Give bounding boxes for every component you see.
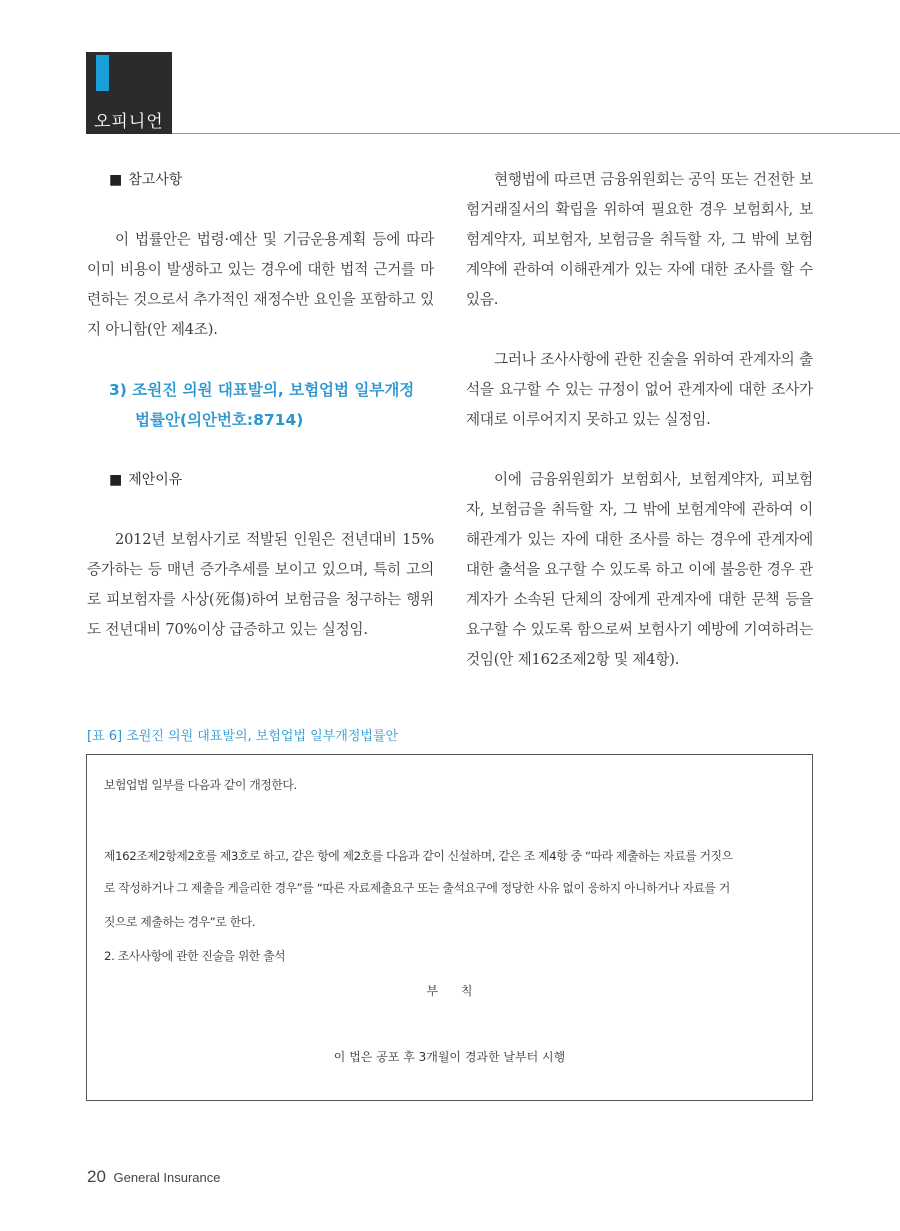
table-caption: [표 6] 조원진 의원 대표발의, 보험업법 일부개정법률안 [87,729,399,744]
section-label: 오피니언 [94,112,164,132]
right-para-3: 이에 금융위원회가 보험회사, 보험계약자, 피보험자, 보험금을 취득할 자, 그 밖에 보험계약에 관하여 이해관계가 있는 자에 대한 조사를 하는 경우에 관계자에 대한 출석을 요구할 수 있도록 하고 이에 불응한 경우 관계자가 소속된 단체의 장에게 관계자에 대한 문책 등을 요구할 수 있도록 함으로써 보험사기 예방에 기여하려는 것임(안 제162조제2항 및 제4항). [466,471,813,668]
bill-line-4: 짓으로 제출하는 경우”로 한다. [104,915,256,929]
reason-body: 2012년 보험사기로 적발된 인원은 전년대비 15% 증가하는 등 매년 증가추세를 보이고 있으며, 특히 고의로 피보험자를 사상(死傷)하여 보험금을 청구하는 행위도 전년대비 70%이상 급증하고 있는 실정임. [87,531,434,638]
ref-heading-text: 참고사항 [128,172,183,188]
supplement-body: 이 법은 공포 후 3개월이 경과한 날부터 시행 [333,1050,566,1064]
bill-line-3: 로 작성하거나 그 제출을 게을리한 경우”를 “따른 자료제출요구 또는 출석요구에 정당한 사유 없이 응하지 아니하거나 자료를 거 [104,881,730,895]
right-column [466,165,813,675]
bill-line-1: 보험업법 일부를 다음과 같이 개정한다. [104,778,297,792]
bill-line-2: 제162조제2항제2호를 제3호로 하고, 같은 항에 제2호를 다음과 같이 신설하며, 같은 조 제4항 중 “따라 제출하는 자료를 거짓으 [104,849,733,863]
ref-body: 이 법률안은 법령·예산 및 기금운용계획 등에 따라 이미 비용이 발생하고 있는 경우에 대한 법적 근거를 마련하는 것으로서 추가적인 재정수반 요인을 포함하고 있지 아니함(안 제4조). [87,231,434,338]
magazine-name: General Insurance [113,1170,221,1185]
right-para-2: 그러나 조사사항에 관한 진술을 위하여 관계자의 출석을 요구할 수 있는 규정이 없어 관계자에 대한 조사가 제대로 이루어지지 못하고 있는 실정임. [466,351,813,428]
reason-heading-text: 제안이유 [128,472,183,488]
left-column [87,165,434,645]
bill-heading-line2: 법률안(의안번호:8714) [135,411,304,429]
section-accent-bar [96,55,109,91]
square-bullet-icon: ■ [109,172,123,188]
right-para-1: 현행법에 따르면 금융위원회는 공익 또는 건전한 보험거래질서의 확립을 위하여 필요한 경우 보험회사, 보험계약자, 피보험자, 보험금을 취득할 자, 그 밖에 보험계약에 관하여 이해관계가 있는 자에 대한 조사를 할 수 있음. [466,171,813,308]
page-footer [87,1167,221,1187]
bill-heading [87,375,434,435]
bill-line-5: 2. 조사사항에 관한 진술을 위한 출석 [104,949,286,963]
reason-heading [87,465,434,495]
ref-heading [87,165,434,195]
page-number: 20 [87,1167,106,1186]
bill-heading-line1: 3) 조원진 의원 대표발의, 보험업법 일부개정 [109,381,415,399]
supplement-title: 부 칙 [426,984,473,998]
header-divider [172,133,900,134]
square-bullet-icon: ■ [109,472,123,488]
